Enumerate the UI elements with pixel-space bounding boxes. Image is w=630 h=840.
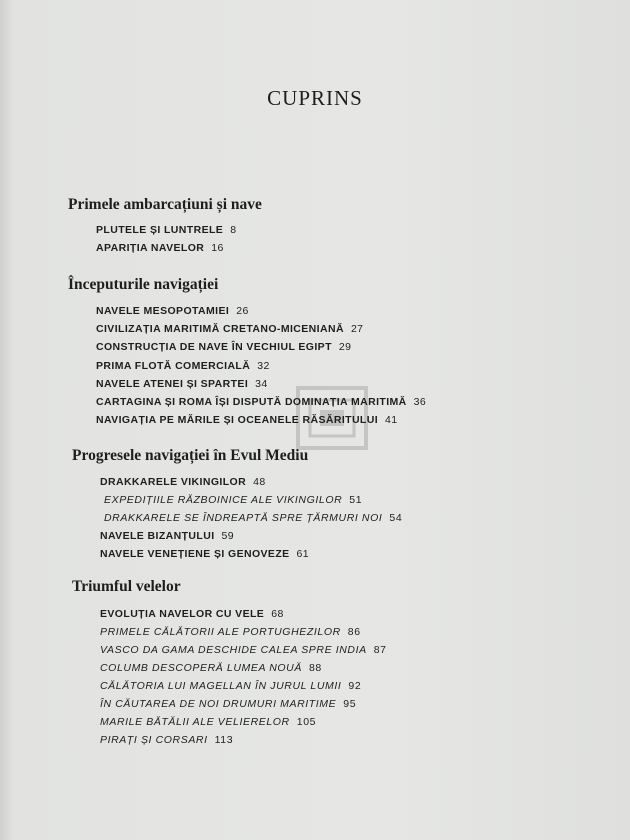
- entry-page-number: 36: [413, 396, 427, 408]
- entry-title: EVOLUȚIA NAVELOR CU VELE: [100, 608, 265, 620]
- entry-title: APARIȚIA NAVELOR: [96, 242, 205, 254]
- section-heading: Triumful velelor: [72, 578, 181, 595]
- entry-title: PRIMA FLOTĂ COMERCIALĂ: [96, 360, 251, 372]
- entry-page-number: 27: [350, 323, 364, 335]
- toc-entry: [96, 396, 426, 408]
- toc-subentry: [100, 680, 361, 692]
- toc-entry: [100, 608, 284, 620]
- entry-title: NAVIGAȚIA PE MĂRILE ȘI OCEANELE RĂSĂRITULUI: [96, 414, 379, 426]
- entry-page-number: 87: [373, 644, 387, 656]
- entry-page-number: 88: [308, 662, 322, 674]
- entry-title: NAVELE MESOPOTAMIEI: [96, 305, 230, 317]
- toc-entry: [100, 476, 266, 488]
- entry-title: CĂLĂTORIA LUI MAGELLAN ÎN JURUL LUMII: [100, 680, 342, 692]
- toc-entry: [96, 360, 270, 372]
- entry-title: NAVELE ATENEI ȘI SPARTEI: [96, 378, 249, 390]
- toc-entry: [96, 242, 224, 254]
- entry-title: NAVELE VENEȚIENE ȘI GENOVEZE: [100, 548, 290, 560]
- toc-entry: [100, 530, 234, 542]
- toc-entry: [96, 414, 398, 426]
- entry-title: PIRAȚI ȘI CORSARI: [100, 734, 208, 746]
- entry-page-number: 32: [257, 360, 270, 372]
- toc-subentry: [100, 626, 361, 638]
- section-heading: Progresele navigației în Evul Mediu: [72, 447, 309, 464]
- toc-entry: [96, 341, 351, 353]
- entry-title: NAVELE BIZANȚULUI: [100, 530, 215, 542]
- entry-page-number: 26: [236, 305, 249, 317]
- page-title: CUPRINS: [267, 86, 363, 110]
- entry-title: DRAKKARELE VIKINGILOR: [100, 476, 247, 488]
- section-heading: Începuturile navigației: [68, 276, 219, 293]
- entry-page-number: 54: [389, 512, 403, 524]
- entry-page-number: 34: [255, 378, 268, 390]
- toc-entry: [96, 305, 249, 317]
- entry-page-number: 68: [271, 608, 284, 620]
- entry-page-number: 16: [211, 242, 224, 254]
- entry-page-number: 61: [296, 548, 310, 560]
- entry-title: CONSTRUCȚIA DE NAVE ÎN VECHIUL EGIPT: [96, 341, 332, 353]
- toc-subentry: [104, 494, 362, 506]
- entry-page-number: 105: [296, 716, 317, 728]
- toc-entry: [96, 378, 268, 390]
- toc-entry: [96, 224, 236, 236]
- toc-subentry: [100, 644, 387, 656]
- entry-title: EXPEDIȚIILE RĂZBOINICE ALE VIKINGILOR: [104, 494, 343, 506]
- entry-title: CARTAGINA ȘI ROMA ÎȘI DISPUTĂ DOMINAȚIA MARITIMĂ: [96, 396, 407, 408]
- entry-title: COLUMB DESCOPERĂ LUMEA NOUĂ: [100, 662, 302, 674]
- entry-page-number: 48: [253, 476, 266, 488]
- section-heading: Primele ambarcațiuni și nave: [68, 196, 262, 213]
- entry-title: VASCO DA GAMA DESCHIDE CALEA SPRE INDIA: [100, 644, 367, 656]
- entry-title: MARILE BĂTĂLII ALE VELIERELOR: [100, 716, 290, 728]
- toc-subentry: [100, 716, 316, 728]
- entry-page-number: 113: [214, 734, 234, 746]
- toc-subentry: [104, 512, 402, 524]
- entry-title: CIVILIZAȚIA MARITIMĂ CRETANO-MICENIANĂ: [96, 323, 344, 335]
- entry-page-number: 8: [230, 224, 237, 236]
- entry-page-number: 29: [338, 341, 352, 353]
- toc-subentry: [100, 698, 356, 710]
- entry-title: ÎN CĂUTAREA DE NOI DRUMURI MARITIME: [100, 698, 337, 710]
- entry-page-number: 51: [349, 494, 363, 506]
- entry-page-number: 86: [347, 626, 361, 638]
- entry-title: DRAKKARELE SE ÎNDREAPTĂ SPRE ȚĂRMURI NOI: [104, 512, 383, 524]
- toc-subentry: [100, 662, 322, 674]
- entry-page-number: 59: [221, 530, 235, 542]
- entry-title: PLUTELE ȘI LUNTRELE: [96, 224, 224, 236]
- toc-entry: [100, 548, 309, 560]
- entry-title: PRIMELE CĂLĂTORII ALE PORTUGHEZILOR: [100, 626, 341, 638]
- toc-subentry: [100, 734, 233, 746]
- toc-entry: [96, 323, 363, 335]
- entry-page-number: 92: [348, 680, 362, 692]
- entry-page-number: 41: [385, 414, 398, 426]
- entry-page-number: 95: [343, 698, 357, 710]
